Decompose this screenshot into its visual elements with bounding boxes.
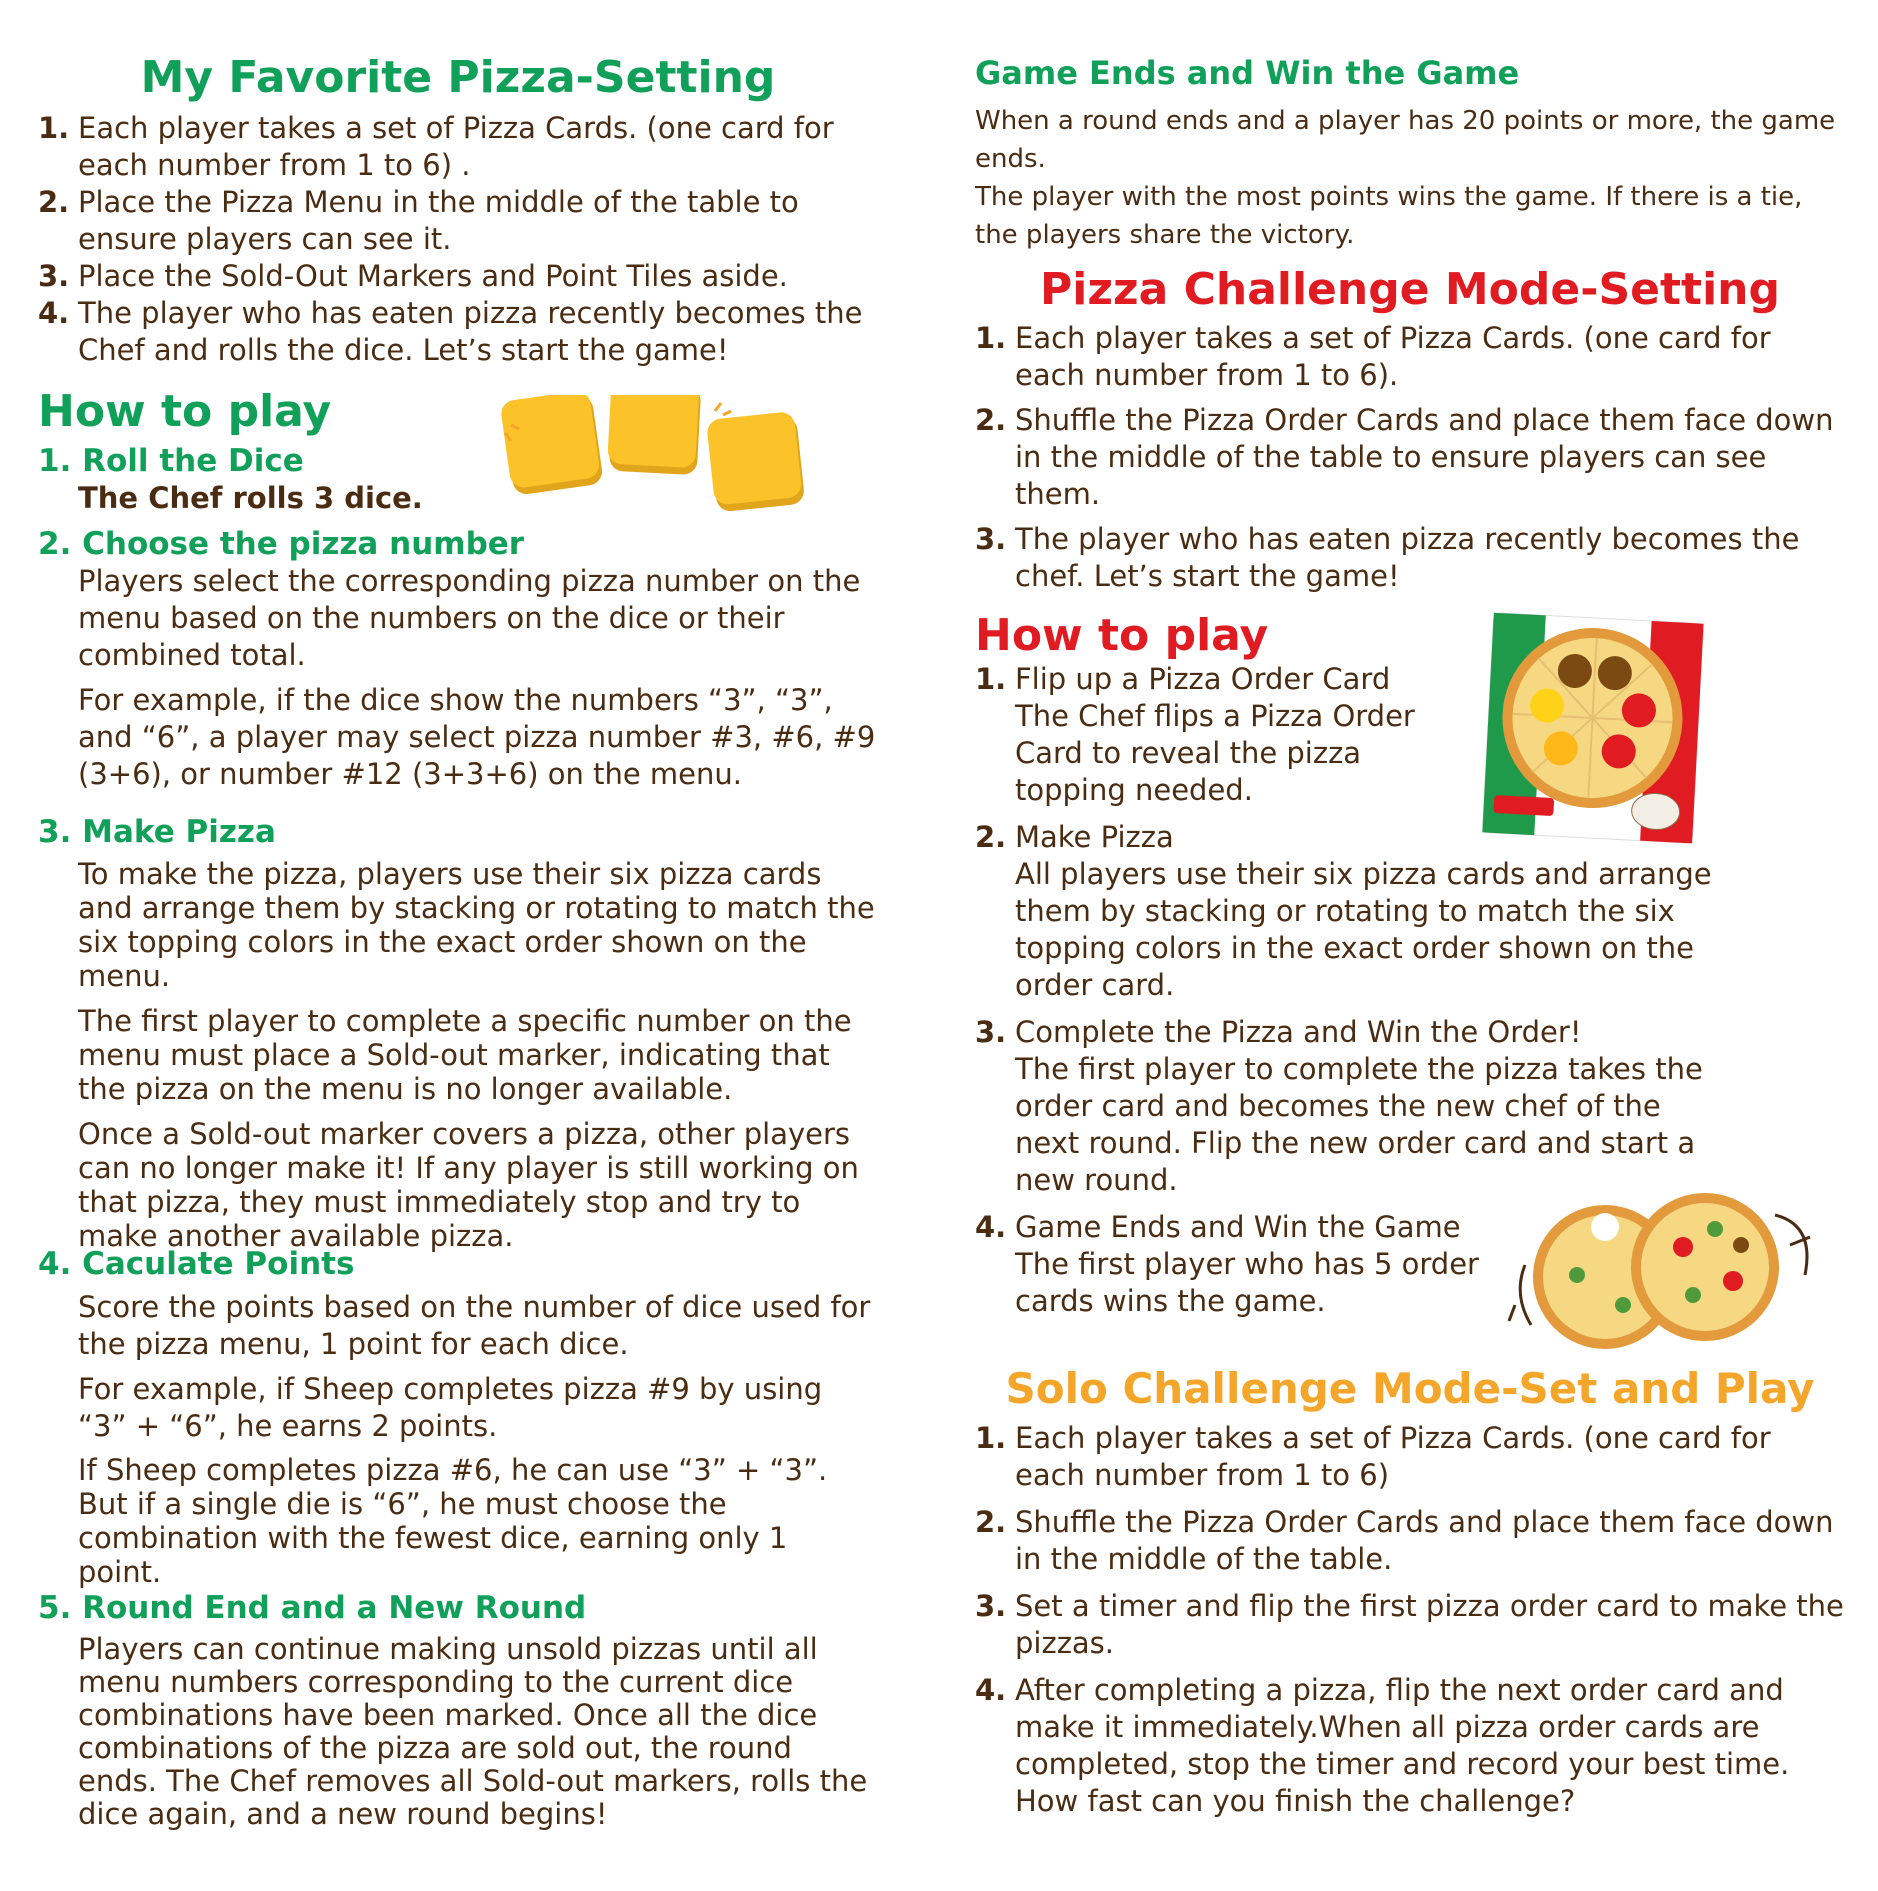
play-item-3-head: Complete the Pizza and Win the Order! (1015, 1015, 1582, 1049)
list-item (38, 184, 878, 258)
play-item-2-body: All players use their six pizza cards and arrange them by stacking or rotating to match the six topping colors in the exact order shown on the order card. (1015, 857, 1712, 1002)
item-number: 4. (975, 1673, 1007, 1707)
item-number: 1. (975, 1421, 1007, 1455)
item-text: Each player takes a set of Pizza Cards. (one card for each number from 1 to 6). (1015, 321, 1771, 392)
pizzas-illustration (1505, 1185, 1825, 1355)
item-number: 1. (975, 662, 1007, 696)
item-number: 1. (38, 111, 70, 145)
list-item (975, 521, 1845, 595)
play-item-1-heading (975, 661, 1445, 698)
item-text: Shuffle the Pizza Order Cards and place them face down in the middle of the table. (1015, 1505, 1834, 1576)
item-text: Place the Sold-Out Markers and Point Tiles aside. (78, 259, 788, 293)
list-item (975, 1672, 1845, 1820)
item-text: The player who has eaten pizza recently becomes the Chef and rolls the dice. Let’s start the game! (78, 296, 863, 367)
game-end-section (975, 54, 1845, 254)
step-1-body: The Chef rolls 3 dice. (78, 481, 423, 515)
step-1 (38, 443, 878, 517)
challenge-setting-list (975, 320, 1845, 603)
step-4-paragraph-1: Score the points based on the number of dice used for the pizza menu, 1 point for each dice. (78, 1290, 871, 1361)
play-item-1-body: The Chef flips a Pizza Order Card to reveal the pizza topping needed. (1015, 699, 1415, 807)
play-item-3-body: The first player to complete the pizza takes the order card and becomes the new chef of the next round. Flip the new order card and start a new round. (1015, 1052, 1703, 1197)
item-number: 3. (975, 1015, 1007, 1049)
game-end-paragraph-1: When a round ends and a player has 20 points or more, the game ends. (975, 106, 1836, 175)
step-3-paragraph-2: The first player to complete a specific number on the menu must place a Sold-out marker, indicating that the pizza on the menu is no longer available. (78, 1004, 852, 1106)
item-text: Shuffle the Pizza Order Cards and place them face down in the middle of the table to ensure players can see them. (1015, 403, 1834, 511)
setting-title: My Favorite Pizza-Setting (140, 52, 776, 103)
how-to-play-title-2: How to play (975, 610, 1269, 661)
list-item (38, 295, 878, 369)
list-item (38, 258, 878, 295)
step-3-heading: 3. Make Pizza (38, 814, 276, 850)
play-item-4-heading (975, 1209, 1495, 1246)
step-5-heading: 5. Round End and a New Round (38, 1590, 587, 1626)
solo-list (975, 1420, 1845, 1820)
item-number: 2. (975, 1505, 1007, 1539)
game-end-paragraph-2: The player with the most points wins the game. If there is a tie, the players share the victory. (975, 182, 1803, 251)
list-item (975, 402, 1845, 513)
list-item (975, 1588, 1845, 1662)
step-2-paragraph-2: For example, if the dice show the numbers “3”, “3”, and “6”, a player may select pizza number #3, #6, #9 (3+6), or number #12 (3+3+6) on the menu. (78, 683, 876, 791)
list-item (975, 1504, 1845, 1578)
step-4 (38, 1246, 878, 1600)
step-3 (38, 814, 878, 1264)
item-text: After completing a pizza, flip the next order card and make it immediately.When all pizza order cards are completed, stop the timer and record your best time. How fast can you finish the challenge? (1015, 1673, 1790, 1818)
item-text: Set a timer and flip the first pizza order card to make the pizzas. (1015, 1589, 1844, 1660)
play-item-3 (975, 1014, 1715, 1199)
item-text: Place the Pizza Menu in the middle of the table to ensure players can see it. (78, 185, 799, 256)
list-item (975, 1420, 1845, 1494)
item-text: Each player takes a set of Pizza Cards. (one card for each number from 1 to 6) (1015, 1421, 1771, 1492)
play-item-3-heading (975, 1014, 1715, 1051)
play-item-4-body: The first player who has 5 order cards wins the game. (1015, 1247, 1479, 1318)
play-item-1-head: Flip up a Pizza Order Card (1015, 662, 1391, 696)
list-item (975, 320, 1845, 394)
play-item-2-heading (975, 819, 1715, 856)
step-1-heading: 1. Roll the Dice (38, 443, 304, 479)
play-item-1 (975, 661, 1445, 809)
item-number: 4. (975, 1210, 1007, 1244)
play-item-2 (975, 819, 1715, 1004)
item-text: Each player takes a set of Pizza Cards. (one card for each number from 1 to 6) . (78, 111, 834, 182)
how-to-play-title: How to play (38, 386, 332, 437)
step-4-paragraph-2: For example, if Sheep completes pizza #9 by using “3” + “6”, he earns 2 points. (78, 1372, 823, 1443)
item-number: 2. (975, 820, 1007, 854)
item-number: 2. (975, 403, 1007, 437)
play-item-2-head: Make Pizza (1015, 820, 1174, 854)
solo-title: Solo Challenge Mode-Set and Play (1005, 1364, 1815, 1413)
step-2-heading: 2. Choose the pizza number (38, 526, 525, 562)
step-3-paragraph-3: Once a Sold-out marker covers a pizza, other players can no longer make it! If any player is still working on that pizza, they must immediately stop and try to make another available pizza. (78, 1117, 859, 1253)
setting-list (38, 110, 878, 369)
item-number: 3. (975, 1589, 1007, 1623)
item-number: 3. (975, 522, 1007, 556)
play-item-4-head: Game Ends and Win the Game (1015, 1210, 1461, 1244)
item-text: The player who has eaten pizza recently becomes the chef. Let’s start the game! (1015, 522, 1800, 593)
setting-section (38, 52, 878, 105)
step-4-paragraph-3: If Sheep completes pizza #6, he can use “3” + “3”. But if a single die is “6”, he must choose the combination with the fewest dice, earning only 1 point. (78, 1453, 828, 1589)
play-item-4 (975, 1209, 1495, 1320)
item-number: 1. (975, 321, 1007, 355)
step-5 (38, 1590, 878, 1842)
step-2-paragraph-1: Players select the corresponding pizza number on the menu based on the numbers on the dice or their combined total. (78, 564, 861, 672)
step-3-paragraph-1: To make the pizza, players use their six pizza cards and arrange them by stacking or rotating to match the six topping colors in the exact order shown on the menu. (78, 857, 875, 993)
step-5-paragraph-1: Players can continue making unsold pizzas until all menu numbers corresponding to the current dice combinations have been marked. Once all the dice combinations of the pizza are sold out, the round ends. The Chef removes all Sold-out markers, rolls the dice again, and a new round begins! (78, 1632, 868, 1831)
challenge-title: Pizza Challenge Mode-Setting (1040, 264, 1780, 315)
step-2 (38, 526, 878, 793)
list-item (38, 110, 878, 184)
item-number: 3. (38, 259, 70, 293)
item-number: 2. (38, 185, 70, 219)
game-end-title: Game Ends and Win the Game (975, 54, 1520, 92)
step-4-heading: 4. Caculate Points (38, 1246, 355, 1282)
item-number: 4. (38, 296, 70, 330)
